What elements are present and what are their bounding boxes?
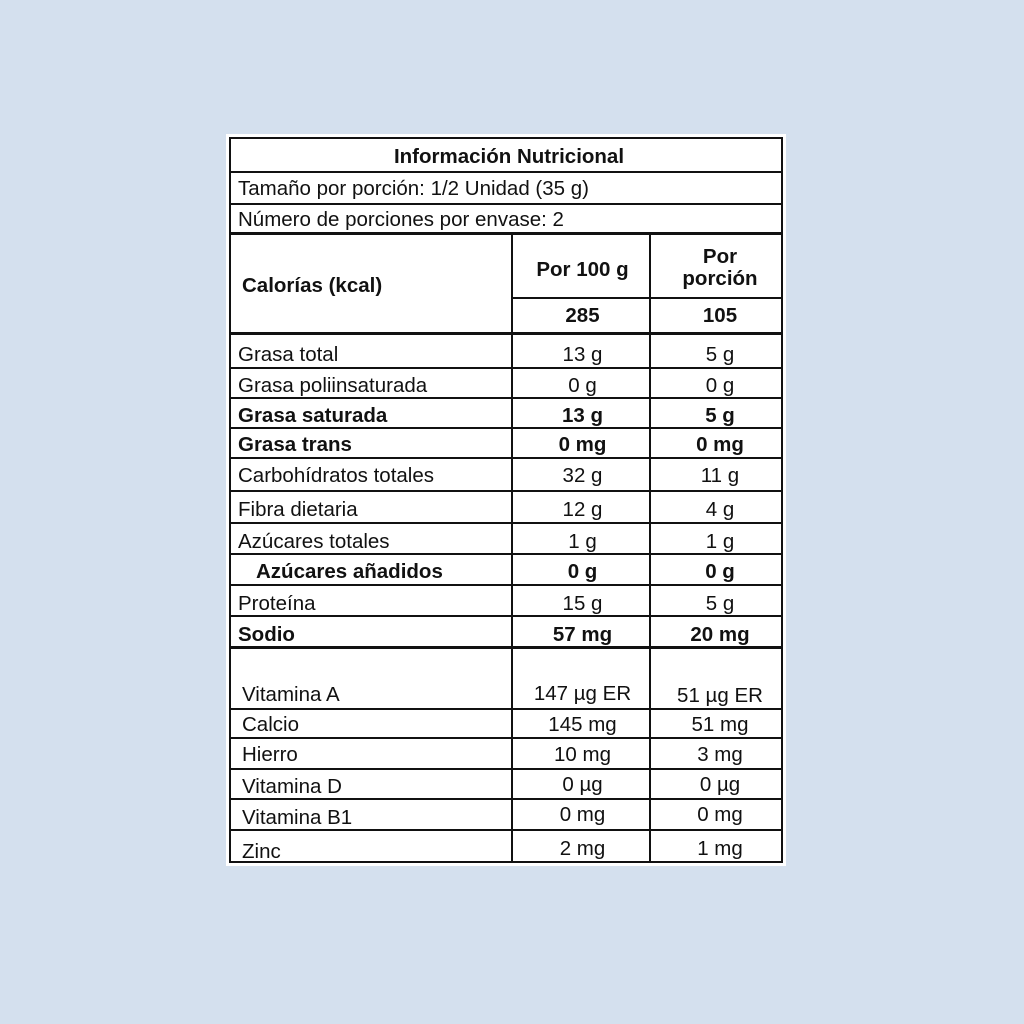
micronutrient-per-100g: 0 mg	[559, 803, 606, 826]
column-header-per-serving-line2: porción	[682, 267, 758, 290]
micronutrient-per-serving: 0 µg	[699, 773, 741, 796]
micronutrient-name: Vitamina D	[242, 775, 342, 798]
row-divider	[231, 829, 781, 831]
column-rule	[649, 234, 651, 861]
micronutrient-name: Calcio	[242, 713, 299, 736]
micronutrient-per-100g: 10 mg	[554, 743, 611, 766]
row-divider	[231, 522, 781, 524]
divider	[231, 203, 781, 205]
row-divider	[231, 397, 781, 399]
nutrient-per-serving: 0 mg	[696, 433, 744, 456]
serving-size: Tamaño por porción: 1/2 Unidad (35 g)	[238, 177, 589, 200]
nutrient-name: Carbohídratos totales	[238, 464, 435, 487]
nutrient-name: Grasa poliinsaturada	[238, 374, 428, 397]
column-rule	[511, 234, 513, 861]
nutrient-per-serving: 5 g	[705, 592, 735, 615]
nutrient-per-100g: 0 g	[568, 374, 597, 397]
nutrient-name: Azúcares añadidos	[256, 560, 443, 583]
nutrient-name: Grasa saturada	[238, 404, 388, 427]
divider	[513, 297, 781, 299]
micronutrient-per-100g: 147 µg ER	[533, 682, 632, 705]
nutrient-per-100g: 15 g	[562, 592, 603, 615]
nutrient-per-100g: 13 g	[562, 343, 603, 366]
divider	[231, 646, 781, 649]
divider	[231, 232, 781, 235]
nutrient-name: Sodio	[238, 623, 295, 646]
nutrient-per-100g: 0 mg	[558, 433, 607, 456]
nutrient-per-100g: 57 mg	[552, 623, 613, 646]
micronutrient-per-100g: 145 mg	[548, 713, 617, 736]
micronutrient-name: Vitamina B1	[242, 806, 353, 829]
micronutrient-per-serving: 0 mg	[697, 803, 743, 826]
nutrient-per-serving: 20 mg	[690, 623, 750, 646]
micronutrient-name: Zinc	[242, 840, 281, 863]
nutrient-per-serving: 0 g	[705, 374, 735, 397]
micronutrient-per-serving: 51 µg ER	[677, 684, 763, 707]
nutrient-per-serving: 4 g	[705, 498, 735, 521]
nutrient-per-100g: 12 g	[562, 498, 603, 521]
micronutrient-per-serving: 3 mg	[697, 743, 743, 766]
calories-per-serving: 105	[702, 304, 738, 327]
nutrient-per-100g: 0 g	[567, 560, 598, 583]
row-divider	[231, 553, 781, 555]
nutrient-name: Grasa total	[238, 343, 339, 366]
row-divider	[231, 490, 781, 492]
row-divider	[231, 708, 781, 710]
nutrition-label	[226, 134, 786, 866]
nutrient-name: Proteína	[238, 592, 316, 615]
column-header-per-serving-line1: Por	[702, 245, 738, 268]
divider	[231, 332, 781, 335]
micronutrient-name: Hierro	[242, 743, 298, 766]
micronutrient-per-serving: 51 mg	[691, 713, 749, 736]
row-divider	[231, 737, 781, 739]
row-divider	[231, 768, 781, 770]
micronutrient-per-serving: 1 mg	[697, 837, 743, 860]
row-divider	[231, 427, 781, 429]
nutrient-per-100g: 13 g	[561, 404, 604, 427]
servings-per-container: Número de porciones por envase: 2	[238, 208, 564, 231]
nutrient-per-100g: 1 g	[568, 530, 597, 553]
label-title: Información Nutricional	[393, 145, 625, 168]
micronutrient-per-100g: 0 µg	[562, 773, 603, 796]
nutrient-per-100g: 32 g	[562, 464, 603, 487]
nutrient-per-serving: 0 g	[705, 560, 735, 583]
row-divider	[231, 367, 781, 369]
calories-label: Calorías (kcal)	[242, 274, 383, 297]
label-frame	[229, 137, 783, 863]
row-divider	[231, 798, 781, 800]
nutrient-name: Fibra dietaria	[238, 498, 358, 521]
row-divider	[231, 584, 781, 586]
micronutrient-per-100g: 2 mg	[559, 837, 606, 860]
column-header-per-100g: Por 100 g	[536, 258, 629, 281]
nutrient-per-serving: 1 g	[705, 530, 735, 553]
nutrient-name: Grasa trans	[238, 433, 352, 456]
nutrient-per-serving: 5 g	[705, 343, 735, 366]
micronutrient-name: Vitamina A	[242, 683, 340, 706]
nutrient-per-serving: 5 g	[705, 404, 735, 427]
divider	[231, 171, 781, 173]
row-divider	[231, 457, 781, 459]
row-divider	[231, 615, 781, 617]
calories-per-100g: 285	[565, 304, 600, 327]
nutrient-name: Azúcares totales	[238, 530, 390, 553]
nutrient-per-serving: 11 g	[700, 464, 740, 487]
